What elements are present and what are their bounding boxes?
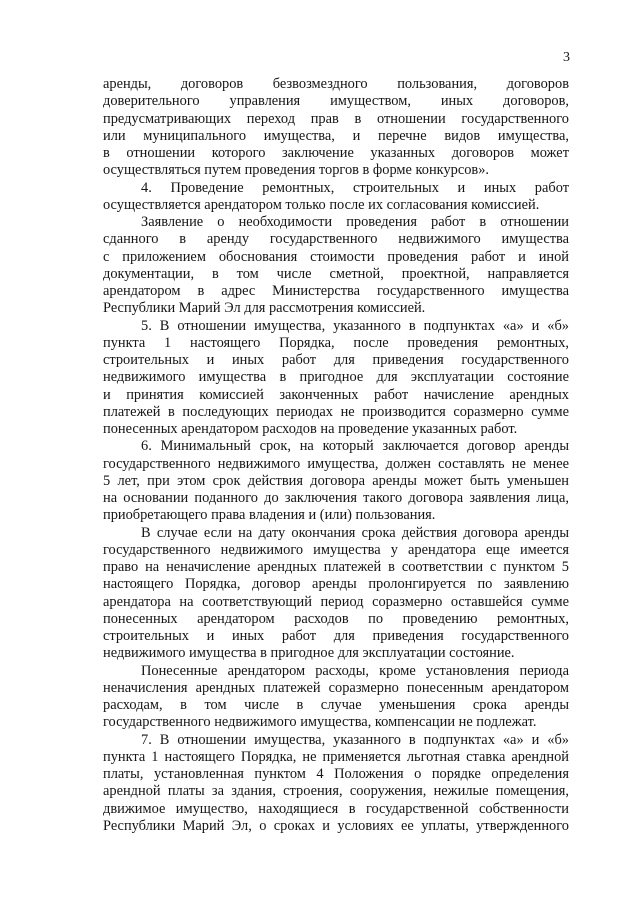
text-line: неначисления арендных платежей соразмерно понесенным арендатором (103, 679, 569, 696)
text-line: строительных и иных работ для приведения государственного (103, 628, 569, 644)
text-line: и принятия комиссией законченных работ начисление арендных (103, 386, 569, 403)
text-line: расходам, в том числе в случае уменьшения срока аренды (103, 697, 569, 713)
text-line: понесенных арендатором расходов по проведению ремонтных, (103, 610, 569, 627)
document-body (103, 76, 569, 835)
text-line: арендатором в адрес Министерства государственного имущества (103, 283, 569, 299)
text-line: Понесенные арендатором расходы, кроме установления периода (141, 662, 569, 679)
text-line: с приложением обоснования стоимости проведения работ и иной (103, 248, 569, 265)
text-line: осуществляется арендатором только после их согласования комиссией. (103, 196, 540, 213)
text-line: доверительного управления имуществом, иных договоров, (103, 93, 569, 110)
text-line: В случае если на дату окончания срока действия договора аренды (141, 524, 569, 541)
text-line: или муниципального имущества, и перечне видов имущества, (103, 127, 569, 144)
text-line: арендатора на соответствующий период соразмерно оставшейся сумме (103, 593, 569, 610)
text-line: сданного в аренду государственного недвижимого имущества (103, 231, 569, 248)
text-line: недвижимого имущества в пригодное для эксплуатации состояние. (103, 645, 515, 662)
text-line: Республики Марий Эл для рассмотрения комиссией. (103, 300, 426, 317)
text-line: пункта 1 настоящего Порядка, не применяется льготная ставка арендной (103, 748, 569, 765)
text-line: Республики Марий Эл, о сроках и условиях ее уплаты, утвержденного (103, 817, 569, 834)
text-line: приобретающего права владения и (или) пользования. (103, 507, 436, 524)
text-line: право на неначисление арендных платежей в соответствии с пунктом 5 (103, 559, 569, 575)
text-line: Заявление о необходимости проведения работ в отношении (141, 214, 569, 230)
text-line: 6. Минимальный срок, на который заключается договор аренды (141, 438, 569, 455)
text-line: осуществляться путем проведения торгов в форме конкурсов». (103, 162, 490, 179)
text-line: пункта 1 настоящего Порядка, после проведения ремонтных, (103, 334, 569, 351)
text-line: документации, в том числе сметной, проектной, направляется (103, 265, 569, 282)
text-line: строительных и иных работ для приведения государственного (103, 352, 569, 368)
text-line: платы, установленная пунктом 4 Положения о порядке определения (103, 766, 569, 782)
text-line: понесенных арендатором расходов на проведение указанных работ. (103, 421, 518, 437)
text-line: 4. Проведение ремонтных, строительных и иных работ (141, 179, 569, 196)
text-line: движимое имущество, находящиеся в государственной собственности (103, 800, 569, 817)
text-line: предусматривающих переход прав в отношении государственного (103, 110, 569, 127)
text-line: платежей в последующих периодах не производится соразмерно сумме (103, 403, 569, 420)
text-line: 7. В отношении имущества, указанного в подпунктах «а» и «б» (141, 731, 569, 748)
text-line: государственного недвижимого имущества, компенсации не подлежат. (103, 714, 537, 731)
text-line: государственного недвижимого имущества у арендатора еще имеется (103, 541, 569, 558)
text-line: недвижимого имущества в пригодное для эксплуатации состояние (103, 369, 569, 386)
text-line: государственного недвижимого имущества, должен составлять не менее (103, 455, 569, 472)
text-line: арендной платы за здания, строения, сооружения, нежилые помещения, (103, 783, 569, 800)
text-line: аренды, договоров безвозмездного пользования, договоров (103, 76, 569, 92)
text-line: 5. В отношении имущества, указанного в подпунктах «а» и «б» (141, 317, 569, 334)
text-line: на основании поданного до заключения такого договора заявления лица, (103, 490, 569, 506)
text-line: настоящего Порядка, договор аренды пролонгируется по заявлению (103, 576, 569, 593)
text-line: в отношении которого заключение указанных договоров может (103, 145, 569, 161)
page-number: 3 (563, 50, 570, 65)
text-line: 5 лет, при этом срок действия договора аренды может быть уменьшен (103, 472, 569, 489)
